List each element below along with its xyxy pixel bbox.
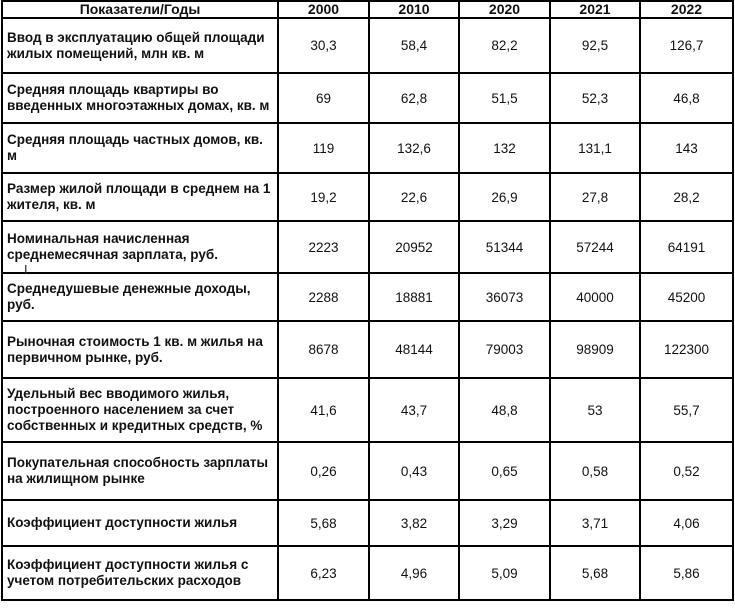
cell-value: 48144 <box>369 321 459 378</box>
cell-value: 5,68 <box>278 500 369 546</box>
row-label: Коэффициент доступности жилья <box>2 500 278 546</box>
cell-value: 92,5 <box>550 18 640 73</box>
cell-value: 3,71 <box>550 500 640 546</box>
cell-value: 46,8 <box>640 73 733 123</box>
cell-value: 82,2 <box>459 18 550 73</box>
cell-value: 0,43 <box>369 442 459 500</box>
header-year-2021: 2021 <box>550 1 640 18</box>
cell-value: 22,6 <box>369 173 459 221</box>
cell-value: 98909 <box>550 321 640 378</box>
cell-value: 18881 <box>369 273 459 321</box>
cell-value: 5,86 <box>640 546 733 600</box>
housing-indicators-table <box>1 0 734 601</box>
row-label: Удельный вес вводимого жилья, построенного населением за счет собственных и кредитных средств, % <box>2 378 278 442</box>
cell-value: 3,82 <box>369 500 459 546</box>
cell-value: 57244 <box>550 221 640 273</box>
table-row <box>2 321 733 378</box>
table-row <box>2 500 733 546</box>
cell-value: 5,09 <box>459 546 550 600</box>
cell-value: 30,3 <box>278 18 369 73</box>
row-label: Покупательная способность зарплаты на жилищном рынке <box>2 442 278 500</box>
cell-value: 6,23 <box>278 546 369 600</box>
cell-value: 5,68 <box>550 546 640 600</box>
row-label: Средняя площадь частных домов, кв. м <box>2 123 278 173</box>
cell-value: 69 <box>278 73 369 123</box>
header-row <box>2 1 733 18</box>
table-row <box>2 123 733 173</box>
header-year-2020: 2020 <box>459 1 550 18</box>
table-row <box>2 173 733 221</box>
table-row <box>2 221 733 273</box>
cell-value: 55,7 <box>640 378 733 442</box>
cell-value: 62,8 <box>369 73 459 123</box>
row-label: Номинальная начисленная среднемесячная зарплата, руб. <box>2 221 278 273</box>
cell-value: 79003 <box>459 321 550 378</box>
cell-value: 131,1 <box>550 123 640 173</box>
row-label: Средняя площадь квартиры во введенных многоэтажных домах, кв. м <box>2 73 278 123</box>
row-label: Ввод в эксплуатацию общей площади жилых помещений, млн кв. м <box>2 18 278 73</box>
row-label: Среднедушевые денежные доходы, руб. <box>2 273 278 321</box>
cell-value: 132,6 <box>369 123 459 173</box>
cell-value: 20952 <box>369 221 459 273</box>
cell-value: 40000 <box>550 273 640 321</box>
table-row <box>2 442 733 500</box>
table-row <box>2 378 733 442</box>
cell-value: 119 <box>278 123 369 173</box>
cell-value: 122300 <box>640 321 733 378</box>
cell-value: 36073 <box>459 273 550 321</box>
cell-value: 2223 <box>278 221 369 273</box>
cell-value: 2288 <box>278 273 369 321</box>
cell-value: 52,3 <box>550 73 640 123</box>
cell-value: 126,7 <box>640 18 733 73</box>
header-indicators: Показатели/Годы <box>2 1 278 18</box>
row-label: Рыночная стоимость 1 кв. м жилья на первичном рынке, руб. <box>2 321 278 378</box>
cell-value: 132 <box>459 123 550 173</box>
cell-value: 3,29 <box>459 500 550 546</box>
header-year-2000: 2000 <box>278 1 369 18</box>
cell-value: 143 <box>640 123 733 173</box>
cell-value: 4,96 <box>369 546 459 600</box>
cell-value: 26,9 <box>459 173 550 221</box>
cell-value: 64191 <box>640 221 733 273</box>
header-year-2010: 2010 <box>369 1 459 18</box>
cell-value: 19,2 <box>278 173 369 221</box>
cell-value: 28,2 <box>640 173 733 221</box>
cell-value: 0,52 <box>640 442 733 500</box>
cell-value: 0,65 <box>459 442 550 500</box>
table-row <box>2 73 733 123</box>
row-label: Размер жилой площади в среднем на 1 жителя, кв. м <box>2 173 278 221</box>
row-label: Коэффициент доступности жилья с учетом потребительских расходов <box>2 546 278 600</box>
cell-value: 41,6 <box>278 378 369 442</box>
cell-value: 43,7 <box>369 378 459 442</box>
cell-value: 51,5 <box>459 73 550 123</box>
cell-value: 27,8 <box>550 173 640 221</box>
cell-value: 48,8 <box>459 378 550 442</box>
cell-value: 0,26 <box>278 442 369 500</box>
table-row <box>2 273 733 321</box>
cell-value: 45200 <box>640 273 733 321</box>
table-row <box>2 18 733 73</box>
header-year-2022: 2022 <box>640 1 733 18</box>
cell-value: 8678 <box>278 321 369 378</box>
cell-value: 51344 <box>459 221 550 273</box>
cell-value: 0,58 <box>550 442 640 500</box>
text-cursor-icon: I <box>24 263 28 277</box>
cell-value: 4,06 <box>640 500 733 546</box>
cell-value: 58,4 <box>369 18 459 73</box>
cell-value: 53 <box>550 378 640 442</box>
table-row <box>2 546 733 600</box>
